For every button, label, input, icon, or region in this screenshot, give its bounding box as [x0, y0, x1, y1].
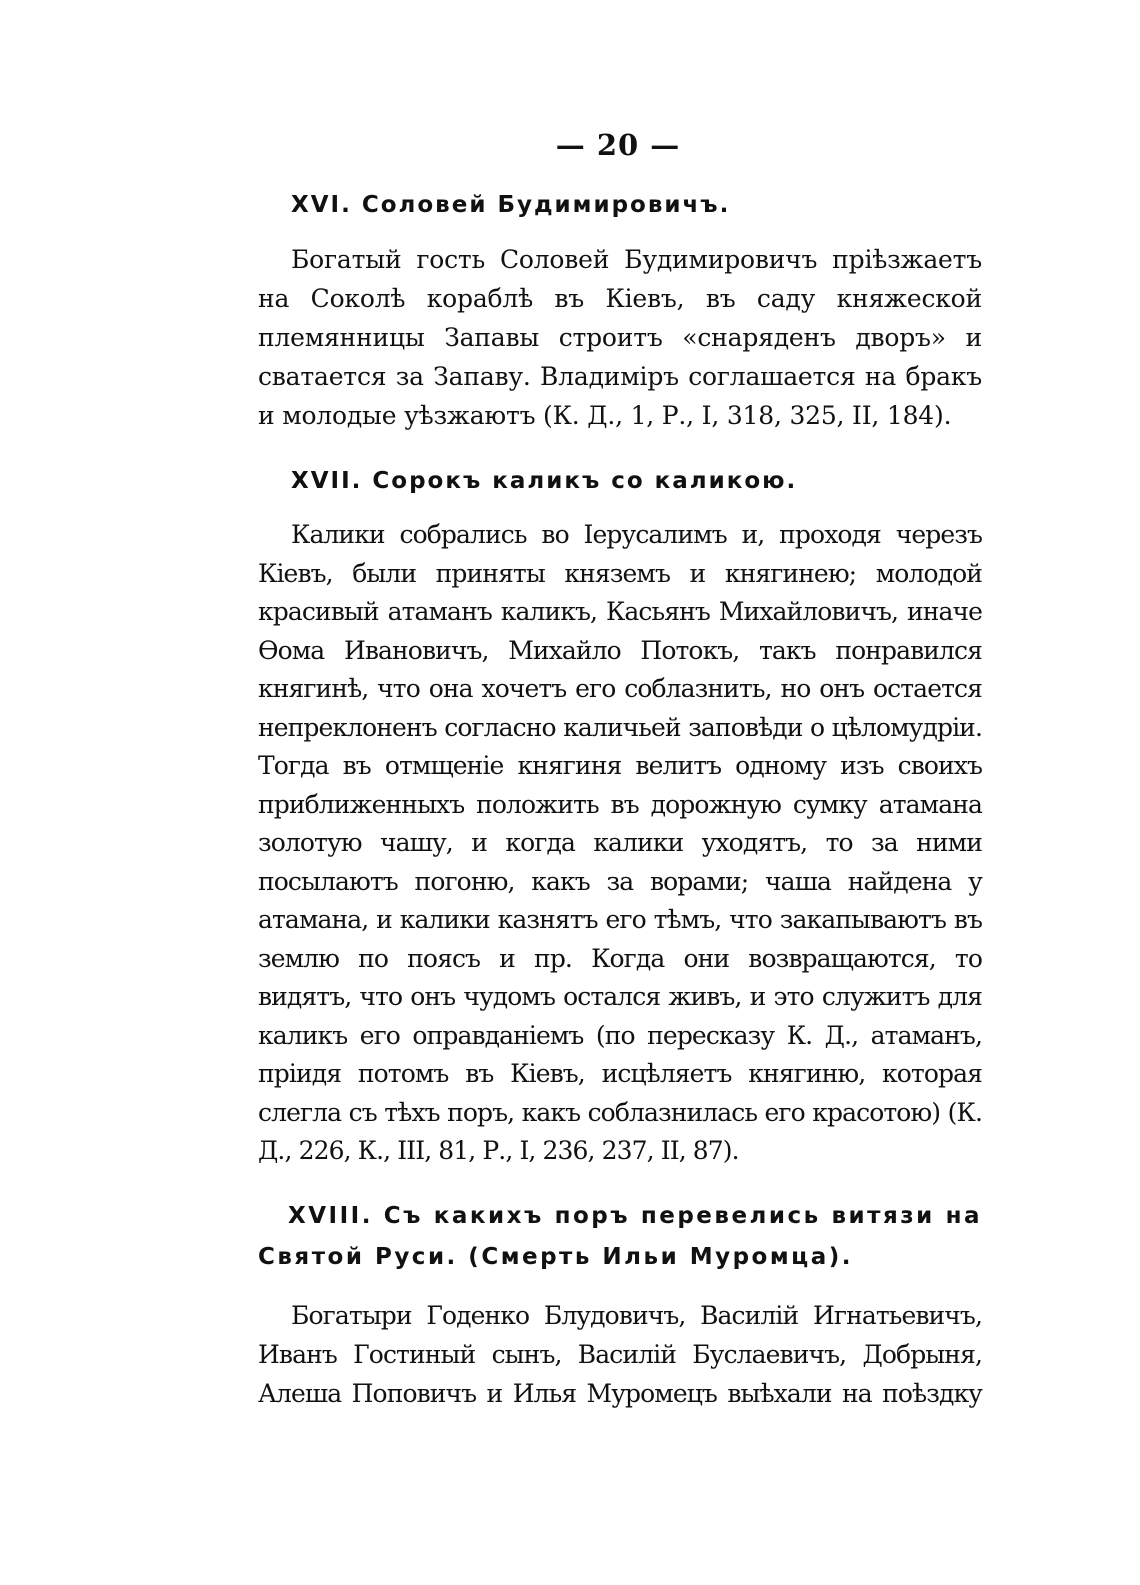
section-heading: XVIII. Съ какихъ поръ перевелись витязи на Святой Руси. (Смерть Ильи Муромца).	[258, 1203, 982, 1270]
section-heading: XVII. Сорокъ каликъ со каликою.	[291, 468, 798, 494]
section-paragraph: Калики собрались во Іерусалимъ и, проходя черезъ Кіевъ, были приняты княземъ и княгинею; молодой красивый атаманъ каликъ, Касьянъ Михайловичъ, иначе Ѳома Ивановичъ, Михайло Потокъ, такъ понравился княгинѣ, что она хочетъ его соблазнить, но онъ остается непреклоненъ согласно каличьей заповѣди о цѣломудріи. Тогда въ отмщеніе княгиня велитъ одному изъ своихъ приближенныхъ положить въ дорожную сумку атамана золотую чашу, и когда калики уходятъ, то за ними посылаютъ погоню, какъ за ворами; чаша найдена у атамана, и калики казнятъ его тѣмъ, что закапываютъ въ землю по поясъ и пр. Когда они возвращаются, то видятъ, что онъ чудомъ остался живъ, и это служитъ для каликъ его оправданіемъ (по пересказу К. Д., атаманъ, пріидя потомъ въ Кіевъ, исцѣляетъ княгиню, которая слегла съ тѣхъ поръ, какъ соблазнилась его красотою) (К. Д., 226, К., III, 81, Р., I, 236, 237, II, 87).	[258, 520, 982, 1165]
section-xvi-body	[258, 240, 982, 435]
section-xvi	[258, 192, 982, 218]
section-heading: XVI. Соловей Будимировичъ.	[291, 192, 731, 218]
section-xvii	[258, 468, 982, 494]
section-xviii	[258, 1196, 982, 1278]
page-number: — 20 —	[555, 128, 681, 162]
section-paragraph: Богатый гость Соловей Будимировичъ пріѣзжаетъ на Соколѣ кораблѣ въ Кіевъ, въ саду княжеской племянницы Запавы строитъ «снаряденъ дворъ» и сватается за Запаву. Владиміръ соглашается на бракъ и молодые уѣзжаютъ (К. Д., 1, Р., I, 318, 325, II, 184).	[258, 245, 982, 430]
section-paragraph: Богатыри Годенко Блудовичъ, Василій Игнатьевичъ, Иванъ Гостиный сынъ, Василій Буслаевичъ, Добрыня, Алеша Поповичъ и Илья Муромецъ выѣхали на поѣздку	[258, 1301, 982, 1408]
section-xviii-body	[258, 1296, 982, 1413]
section-xvii-body	[258, 516, 982, 1171]
